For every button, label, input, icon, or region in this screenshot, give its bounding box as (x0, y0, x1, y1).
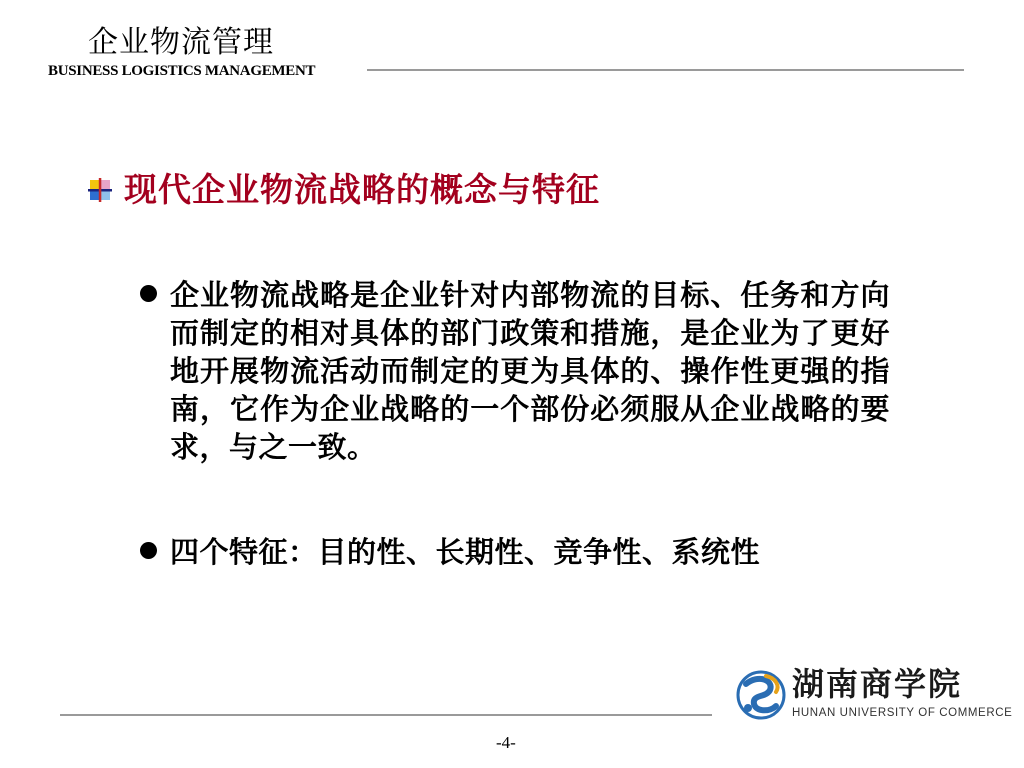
slide-title-row (88, 168, 600, 212)
list-item (140, 533, 890, 571)
bullet-dot-icon (140, 285, 157, 302)
university-logo-icon (736, 668, 786, 722)
bullet-text: 企业物流战略是企业针对内部物流的目标、任务和方向而制定的相对具体的部门政策和措施，是企业为了更好地开展物流活动而制定的更为具体的、操作性更强的指南，它作为企业战略的一个部份必须服从企业战略的要求，与之一致。 (170, 278, 890, 464)
header-title-en: BUSINESS LOGISTICS MANAGEMENT (48, 63, 316, 79)
footer-divider (60, 714, 712, 716)
square-bullet-icon (88, 178, 112, 202)
header-divider (367, 69, 964, 71)
list-item (140, 276, 890, 466)
logo-text-cn: 湖南商学院 (792, 665, 963, 703)
logo-text-en: HUNAN UNIVERSITY OF COMMERCE (792, 707, 1013, 719)
slide-title: 现代企业物流战略的概念与特征 (124, 170, 600, 209)
university-logo (736, 664, 1016, 726)
bullet-text: 四个特征：目的性、长期性、竞争性、系统性 (170, 535, 761, 569)
header-title-cn: 企业物流管理 (88, 25, 274, 60)
page-number: -4- (496, 733, 516, 752)
bullet-dot-icon (140, 542, 157, 559)
